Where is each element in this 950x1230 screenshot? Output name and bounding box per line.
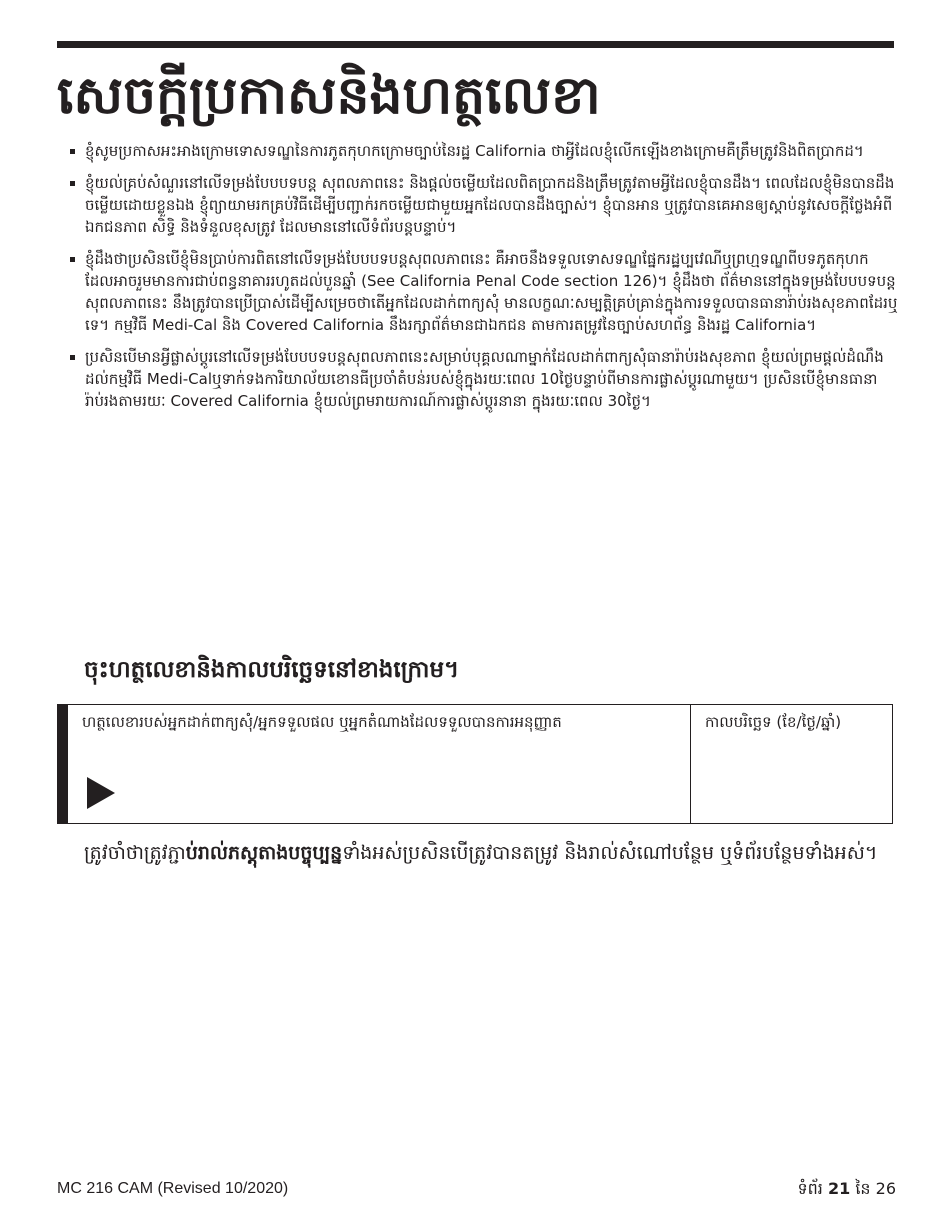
form-id: MC 216 CAM (Revised 10/2020) xyxy=(57,1180,289,1197)
date-label: កាលបរិច្ឆេទ (ខែ/ថ្ងៃ/ឆ្នាំ) xyxy=(705,713,842,731)
current-page: 21 xyxy=(827,1179,851,1198)
date-field[interactable] xyxy=(691,705,892,823)
top-rule xyxy=(57,41,894,48)
signature-bar xyxy=(58,705,68,823)
play-arrow-icon xyxy=(87,777,115,809)
list-item xyxy=(70,172,900,238)
signature-label: ហត្ថលេខារបស់អ្នកដាក់ពាក្យសុំ/អ្នកទទួលផល ឬអ្នកតំណាងដែលទទួលបានការអនុញ្ញាត xyxy=(82,713,562,731)
bullet-square-icon xyxy=(70,257,75,262)
reminder-text xyxy=(84,838,904,868)
signature-heading: ចុះហត្ថលេខានិងកាលបរិច្ឆេទនៅខាងក្រោម។ xyxy=(84,657,460,683)
bullet-square-icon xyxy=(70,149,75,154)
reminder-part-1: ត្រូវចាំថាត្រូវភ្ជា xyxy=(84,842,186,864)
list-item xyxy=(70,140,900,162)
page-word: ទំព័រ xyxy=(797,1179,823,1198)
signature-box xyxy=(57,704,893,824)
of-word: នៃ xyxy=(855,1179,871,1198)
bullet-square-icon xyxy=(70,181,75,186)
page-title: សេចក្តីប្រកាសនិងហត្ថលេខា xyxy=(57,65,601,126)
reminder-bold: ប់រាល់ភស្តុតាងបច្ចុប្បន្ន xyxy=(185,842,343,864)
total-pages: 26 xyxy=(875,1179,896,1198)
reminder-part-2: ទាំងអស់ប្រសិនបើត្រូវបានតម្រូវ និងរាល់សំណៅបន្ថែម ឬទំព័របន្ថែមទាំងអស់។ xyxy=(342,842,878,864)
list-item-text: ខ្ញុំដឹងថាប្រសិនបើខ្ញុំមិនប្រាប់ការពិតនៅលើទម្រង់បែបបទបន្តសុពលភាពនេះ គឺអាចនឹងទទួលទោសទណ្ឌផ្នែករដ្ឋប្បវេណីឬព្រហ្មទណ្ឌពីបទភូតកុហក ដែលអាចរួមមានការជាប់ពន្ធនាគាររហូតដល់បួនឆ្នាំ (See California Penal Code section 126)។ ខ្ញុំដឹងថា ព័ត៌មាននៅក្នុងទម្រង់បែបបទបន្តសុពលភាពនេះ នឹងត្រូវបានប្រើប្រាស់ដើម្បីសម្រេចថាតើអ្នកដែលដាក់ពាក្យសុំ មានលក្ខណៈសម្បត្តិគ្រប់គ្រាន់ក្នុងការទទួលបានធានារ៉ាប់រងសុខភាពដែរឬទេ។ កម្មវិធី Medi-Cal និង Covered California នឹងរក្សាព័ត៌មានជាឯកជន តាមការតម្រូវនៃច្បាប់សហព័ន្ធ និងរដ្ឋ California។ xyxy=(85,250,898,334)
page-number xyxy=(797,1178,896,1202)
list-item xyxy=(70,346,900,412)
list-item-text: ខ្ញុំយល់គ្រប់សំណួរនៅលើទម្រង់បែបបទបន្ត សុពលភាពនេះ និងផ្តល់ចម្លើយដែលពិតប្រាកដនិងត្រឹមត្រូវតាមអ្វីដែលខ្ញុំបានដឹង។ ពេលដែលខ្ញុំមិនបានដឹងចម្លើយដោយខ្លួនឯង ខ្ញុំព្យាយាមរកគ្រប់វិធីដើម្បីបញ្ជាក់រកចម្លើយជាមួយអ្នកដែលបានដឹងច្បាស់។ ខ្ញុំបានអាន ឬត្រូវបានគេអានឲ្យស្តាប់នូវសេចក្តីថ្លែងអំពីឯកជនភាព សិទ្ធិ និងទំនួលខុសត្រូវ ដែលមាននៅលើទំព័របន្តបន្ទាប់។ xyxy=(85,174,895,236)
list-item-text: ខ្ញុំសូមប្រកាសអះអាងក្រោមទោសទណ្ឌនៃការភូតកុហកក្រោមច្បាប់នៃរដ្ឋ California ថាអ្វីដែលខ្ញុំលើកឡើងខាងក្រោមគឺត្រឹមត្រូវនិងពិតប្រាកដ។ xyxy=(85,142,864,160)
list-item-text: ប្រសិនបើមានអ្វីផ្លាស់ប្តូរនៅលើទម្រង់បែបបទបន្តសុពលភាពនេះសម្រាប់បុគ្គលណាម្នាក់ដែលដាក់ពាក្យសុំធានារ៉ាប់រងសុខភាព ខ្ញុំយល់ព្រមផ្តល់ដំណឹងដល់កម្មវិធី Medi-Calឬទាក់ទងការិយាល័យខោនធីប្រចាំតំបន់របស់ខ្ញុំក្នុងរយៈពេល 10ថ្ងៃបន្ទាប់ពីមានការផ្លាស់ប្តូរណាមួយ។ ប្រសិនបើខ្ញុំមានធានារ៉ាប់រងតាមរយៈ Covered California ខ្ញុំយល់ព្រមរាយការណ៍ការផ្លាស់ប្តូរនានា ក្នុងរយៈពេល 30ថ្ងៃ។ xyxy=(85,348,884,410)
bullet-square-icon xyxy=(70,355,75,360)
list-item xyxy=(70,248,900,336)
signature-field[interactable] xyxy=(68,705,691,823)
declaration-list xyxy=(70,140,900,422)
